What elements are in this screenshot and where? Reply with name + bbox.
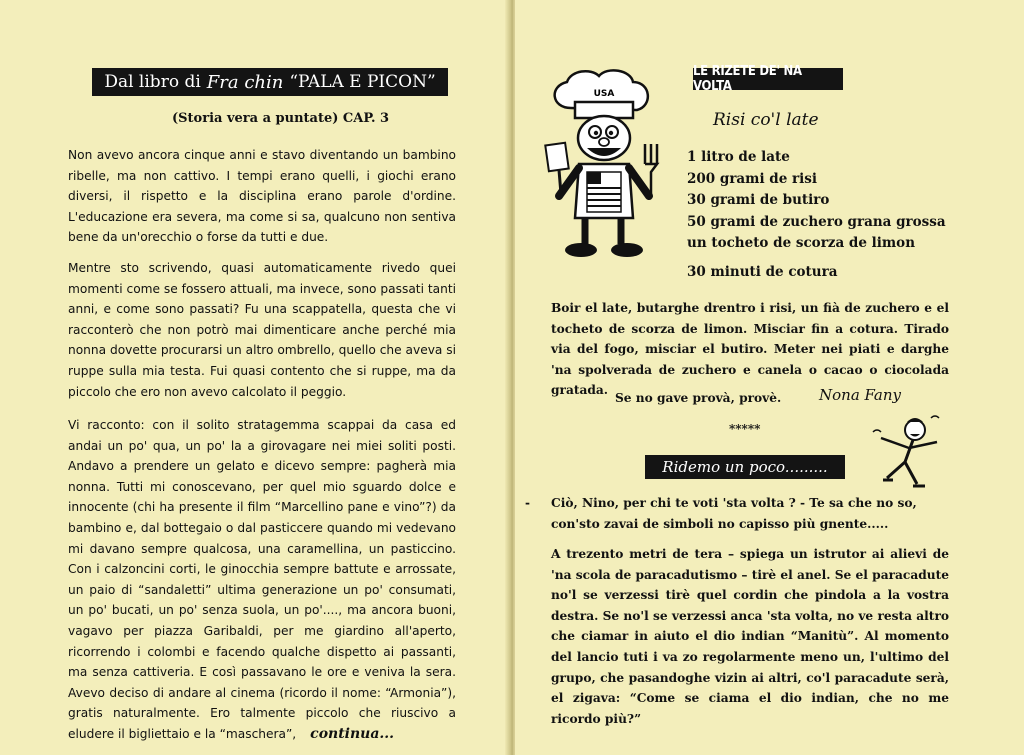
story-paragraph-1 [68, 145, 456, 248]
joke-bullet: - [525, 496, 530, 510]
ingredient-item: 200 grami de risi [687, 170, 817, 187]
left-page [0, 0, 509, 755]
recipe-section-banner: LE RIZETE DE' NA VOLTA [693, 68, 843, 90]
header-author: Fra chin [206, 71, 284, 93]
ingredient-item: 1 litro de late [687, 149, 790, 165]
ingredients-list [687, 147, 946, 255]
chef-illustration [541, 68, 673, 262]
recipe-title: Risi co'l late [713, 110, 819, 130]
chef-hat-text: USA [593, 89, 615, 99]
story-paragraph-1-text: Non avevo ancora cinque anni e stavo diventando un bambino ribelle, ma non cattivo. I tempi erano quelli, i giochi erano diversi, il rispetto e la disciplina erano parole d'ordine. L'educazione era severa, ma come si sa, qualcuno non sentiva bene da un'orecchio o forse da tutti e due. [68, 148, 456, 245]
right-page [515, 0, 1024, 755]
story-paragraph-3 [68, 415, 456, 745]
ingredient-item: un tocheto de scorza de limon [687, 235, 916, 251]
section-separator-stars: ***** [729, 422, 761, 436]
cooking-time: 30 minuti de cotura [687, 264, 838, 280]
joke-2: A trezento metri de tera – spiega un istrutor ai alievi de 'na scola de paracadutismo – tirè el anel. Se el paracadute no'l se verzessi tirè quel cordin che pindola a la vostra destra. Se no'l se verzessi anca 'sta volta, no ve resta altro che ciamar in aiuto el dio indian “Manitù”. Al momento del lancio tuti i va zo regolarmente meno un, l'ultimo del grupo, che pasandoghe vizin ai altri, co'l paracadute serà, el zigava: “Come se ciama el dio indian, che no me ricordo più?” [551, 547, 949, 726]
ingredient-item: 50 grami de zuchero grana grossa [687, 213, 946, 230]
jokes-section-banner: Ridemo un poco......... [645, 455, 845, 479]
continua-label: continua... [310, 725, 395, 742]
story-paragraph-2 [68, 258, 456, 402]
ingredient-item: 30 grami de butiro [687, 192, 830, 208]
laughing-man-illustration [863, 408, 947, 492]
header-prefix: Dal libro di [104, 72, 201, 92]
signature: Nona Fany [819, 386, 901, 404]
story-paragraph-3-text: Vi racconto: con il solito stratagemma scappai da casa ed andai un po' qua, un po' la a girovagare nei miei soliti posti. Andavo a prendere un gelato e dicevo sempre: pagherà mia nonna. Tutti mi conoscevano, per quel mio sguardo dolce e innocente (chi ha presente il film “Marcellino pane e vino”?) da bambino e, dal bottegaio o dal pasticcere quando mi vedevano mi davano sempre qualcosa, una caramellina, un pasticcino. Con i calzoncini corti, le ginocchia sempre battute e arrossate, un paio di “sandaletti” ultima generazione un po' consumati, un po' bucati, un po' senza suola, un po'...., ma ancora buoni, vagavo per piazza Garibaldi, per me giardino all'aperto, ricorrendo i colombi e facendo qualche dispetto ai passanti, ma senza cattiveria. E così passavano le ore e veniva la sera. Avevo deciso di andare al cinema (ricordo il nome: “Armonia”), gratis naturalmente. Ero talmente piccolo che riuscivo a eludere il bigliettaio e la “maschera”, [68, 418, 456, 741]
closing-line: Se no gave provà, provè. [615, 391, 782, 405]
recipe-method: Boir el late, butarghe drentro i risi, un fià de zuchero e el tocheto de scorza de limon. Misciar fin a cotura. Tirado via del fogo, misciar el butiro. Meter nei piati e darghe 'na spolverada de zuchero e canela o cacao o ciocolada gratada. [551, 301, 949, 398]
joke-1: Ciò, Nino, per chi te voti 'sta volta ? - Te sa che no so, con'sto zavai de simboli no capisso più gnente..... [551, 496, 917, 531]
header-title: “PALA E PICON” [289, 72, 436, 92]
chapter-subheading: (Storia vera a puntate) CAP. 3 [172, 111, 390, 126]
left-page-header [92, 68, 448, 96]
story-paragraph-2-text: Mentre sto scrivendo, quasi automaticamente rivedo quei momenti come se fossero attuali, ma invece, sono passati tanti anni, e come sono passati? Fu una scappatella, questa che vi racconterò che non potrò mai dimenticare anche perché mia nonna dovette procurarsi un altro ombrello, quello che aveva si ruppe sulla mia testa. Fui quasi contento che si ruppe, ma da piccolo che ero non avevo calcolato il peggio. [68, 261, 456, 399]
